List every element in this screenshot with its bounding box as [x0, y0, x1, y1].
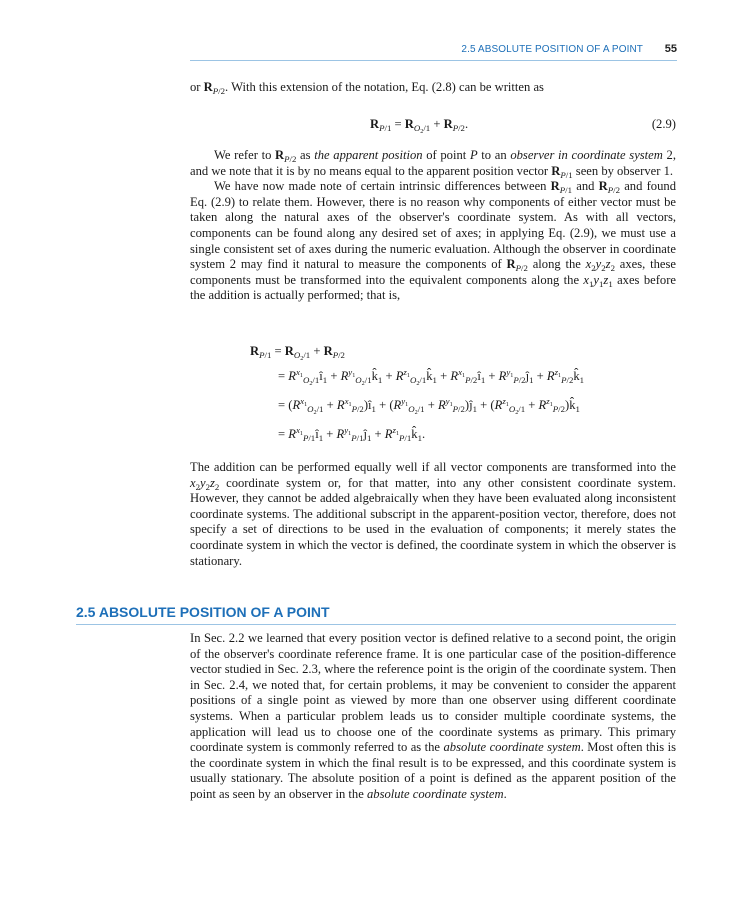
equation-row-3: = ($R^{x_1}_{O_2/1}$ + $R^{x_1}_{P/2})î_1 + (R^{y_1}_{O_2/1}$ + $R^{y_1}_{P/2})ĵ_1 + (R^{z_1}_{O_2/1}$ + $R^{z_1}_{P/2})k̂_1$ [278, 396, 580, 417]
paragraph-apparent-position: We refer to $R_{P/2}$ as the apparent position of point P to an observer in coordinate system 2, and we note that it is by no means equal to the apparent position vector $R_{P/1}$ seen by observer 1. [190, 148, 676, 180]
paragraph-consistent-axes: We have now made note of certain intrinsic differences between $R_{P/1}$ and $R_{P/2}$ and found Eq. (2.9) to relate them. However, there is no reason why components of either vector must be taken along the natural axes of the observer's coordinate system. As with all vectors, components can be found along any desired set of axes; in applying Eq. (2.9), we must use a single consistent set of axes during the numeric evaluation. Although the observer in coordinate system 2 may find it natural to measure the components of $R_{P/2}$ along the $x_2y_2z_2$ axes, these components must be transformed into the equivalent components along the $x_1y_1z_1$ axes before the addition is actually performed; that is, [190, 179, 676, 303]
equation-2-9 [190, 117, 676, 136]
equation-row-1: $R_{P/1} = R_{O_2/1} + R_{P/2}$ [250, 344, 345, 363]
body-paragraph-3 [190, 631, 676, 803]
page-number: 55 [664, 43, 677, 55]
equation-number: (2.9) [651, 117, 676, 131]
section-heading [76, 604, 676, 625]
equation-row-4: = $R^{x_1}_{P/1}î_1$ + $R^{y_1}_{P/1}ĵ_1$ + $R^{z_1}_{P/1}k̂_1$. [278, 425, 426, 444]
paragraph-addition: The addition can be performed equally well if all vector components are transformed into the $x_2y_2z_2$ coordinate system or, for that matter, into any other consistent coordinate system. However, they cannot be added algebraically when they have been evaluated along inconsistent coordinate systems. The additional subscript in the apparent-position vector, therefore, does not specify a set of directions to be used in the evaluation of components; it merely states the coordinate system in which the vector is defined, the coordinate system in which the observer is stationary. [190, 460, 676, 568]
running-title: 2.5 ABSOLUTE POSITION OF A POINT [461, 44, 643, 55]
section-title: 2.5 ABSOLUTE POSITION OF A POINT [76, 604, 330, 620]
paragraph-absolute-position: In Sec. 2.2 we learned that every position vector is defined relative to a second point, the origin of the observer's coordinate reference frame. It is one particular case of the position-difference vector studied in Sec. 2.3, where the reference point is the origin of the coordinate system. Then in Sec. 2.4, we noted that, for certain problems, it may be convenient to consider the apparent positions of a single point as viewed by more than one observer using different coordinate systems. When a particular problem leads us to consider multiple coordinate systems, the application will lead us to choose one of the coordinate systems as primary. This primary coordinate system is commonly referred to as the absolute coordinate system. Most often this is the coordinate system in which the final result is to be expressed, and this coordinate system is usually stationary. The absolute position of a point is defined as the apparent position of the point as seen by an observer in the absolute coordinate system. [190, 631, 676, 801]
body-paragraphs-1 [190, 148, 676, 304]
equation-row-2: = $R^{x_1}_{O_2/1}î_1$ + $R^{y_1}_{O_2/1}k̂_1$ + $R^{z_1}_{O_2/1}k̂_1$ + $R^{x_1}_{P/2}î_1$ + $R^{y_1}_{P/2}ĵ_1$ + $R^{z_1}_{P/2}k̂_1$ [278, 367, 585, 388]
body-paragraph-2 [190, 460, 676, 569]
running-header [190, 38, 677, 61]
equation-2-9-body: $R_{P/1} = R_{O_2/1} + R_{P/2}$. [370, 117, 469, 136]
intro-line: or $R_{P/2}$. With this extension of the notation, Eq. (2.8) can be written as [190, 80, 544, 97]
